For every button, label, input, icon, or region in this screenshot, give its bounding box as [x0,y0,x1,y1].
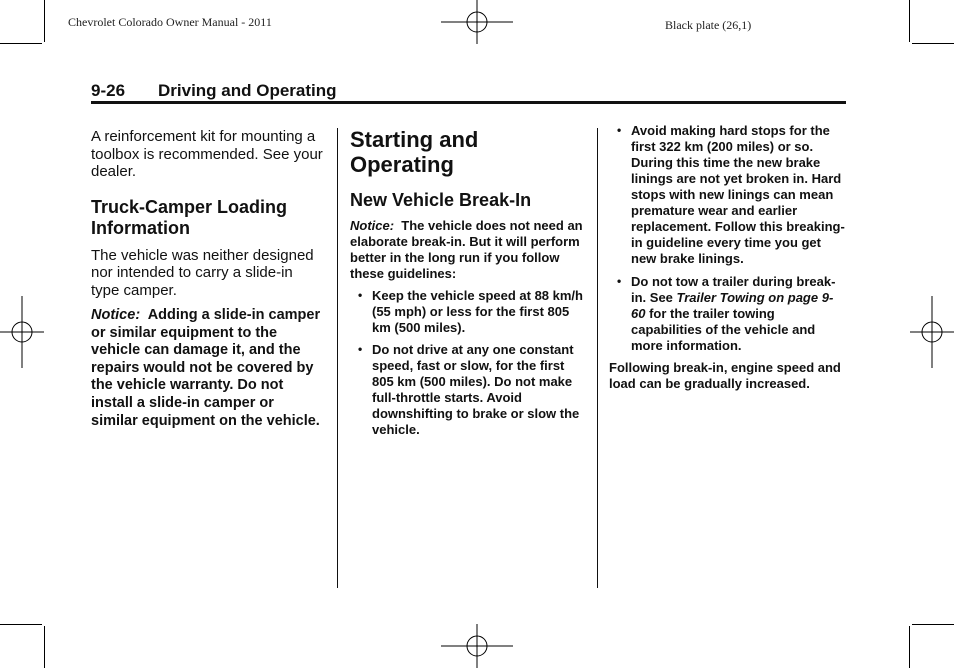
list-item-text-start: Do not tow a trailer during break-in. See [631,274,836,305]
list-item [609,123,845,267]
crop-mark [909,626,910,668]
page-number: 9-26 [91,81,126,100]
list-item [350,288,586,336]
registration-mark-icon [0,296,44,368]
print-header-right: Black plate (26,1) [665,18,752,32]
column-divider [337,128,338,588]
bullet-icon: • [358,288,363,302]
list-item-text-end: for the trailer towing capabilities of the vehicle and more information. [631,306,816,353]
running-head [91,81,337,101]
registration-mark-icon [441,624,513,668]
bullet-icon: • [617,274,622,288]
crop-mark [909,0,910,42]
list-item [609,274,845,354]
intro-paragraph: A reinforcement kit for mounting a toolbox is recommended. See your dealer. [91,128,323,180]
notice-label: Notice: [350,218,395,233]
bullet-list [350,288,586,438]
print-header-left: Chevrolet Colorado Owner Manual - 2011 [68,15,272,29]
notice-text: Adding a slide-in camper or similar equipment to the vehicle can damage it, and the repairs would not be covered by the vehicle warranty. Do not install a slide-in camper or similar equipment on the vehicle. [91,307,321,429]
registration-mark-icon [441,0,513,44]
header-rule [91,101,846,104]
notice-label: Notice: [91,307,141,323]
chapter-title: Starting and Operating [350,127,479,177]
list-item [350,342,586,438]
notice-text: The vehicle does not need an elaborate break-in. But it will perform better in the long run if you follow these guidelines: [350,218,583,281]
column-2 [350,127,586,438]
notice-paragraph [91,307,323,430]
cross-reference-link[interactable]: Trailer Towing on page 9-60 [631,290,834,321]
column-3 [609,123,845,392]
crop-mark [0,43,42,44]
closing-paragraph: Following break-in, engine speed and load can be gradually increased. [609,360,841,391]
crop-mark [44,0,45,42]
list-item-text: Do not drive at any one constant speed, fast or slow, for the first 805 km (500 miles). Do not make full-throttle starts. Avoid downshifting to brake or slow the vehicle. [372,342,580,437]
crop-mark [44,626,45,668]
bullet-icon: • [617,123,622,137]
registration-mark-icon [910,296,954,368]
notice-paragraph [350,218,586,282]
subsection-heading: New Vehicle Break-In [350,190,532,210]
list-item-text: Keep the vehicle speed at 88 km/h (55 mph) or less for the first 805 km (500 miles). [372,288,583,335]
paragraph: The vehicle was neither designed nor intended to carry a slide-in type camper. [91,246,314,299]
column-divider [597,128,598,588]
column-1 [91,128,323,430]
list-item-text: Avoid making hard stops for the first 322 km (200 miles) or so. During this time the new brake linings are not yet broken in. Hard stops with new linings can mean premature wear and earlier replacement. Follow this breaking-in guideline every time you get new brake linings. [631,123,845,266]
section-title: Driving and Operating [158,81,337,100]
bullet-icon: • [358,342,363,356]
crop-mark [0,624,42,625]
crop-mark [912,624,954,625]
section-heading: Truck-Camper Loading Information [91,196,288,238]
crop-mark [912,43,954,44]
bullet-list [609,123,845,354]
